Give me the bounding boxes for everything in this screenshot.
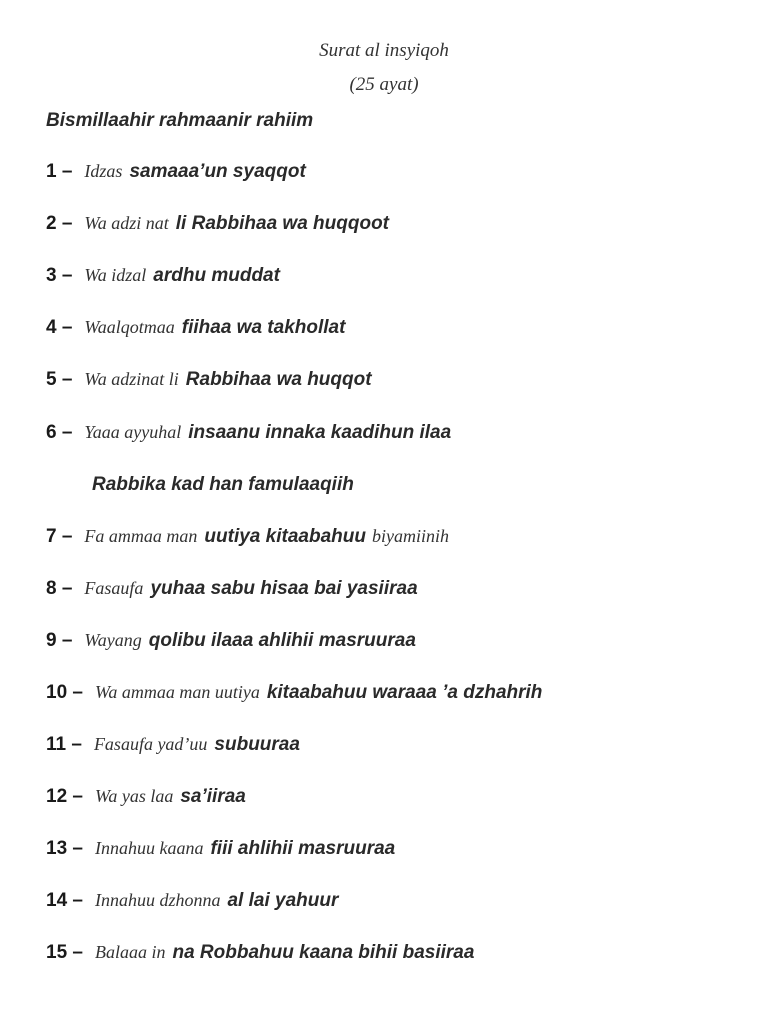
verse-15 [46,942,474,964]
verse-text-plain: Fasaufa [84,578,144,598]
verse-text-bold: uutiya kitaabahuu [204,526,366,547]
verse-number: 3 – [46,265,73,286]
verse-number: 8 – [46,578,73,599]
verse-number: 12 – [46,786,83,807]
verse-14 [46,890,338,912]
verse-number: 2 – [46,213,73,234]
verse-text-bold: sa’iiraa [180,786,246,807]
bismillah-line: Bismillaahir rahmaanir rahiim [46,110,314,131]
verse-text-plain: Wa adzinat li [84,369,179,389]
verse-text-bold: samaaa’un syaqqot [129,161,306,182]
verse-text-bold: qolibu ilaaa ahlihii masruuraa [148,630,416,651]
verse-text-bold: fiii ahlihii masruuraa [210,838,396,859]
verse-text-bold: kitaabahuu waraaa ’a dzhahrih [266,682,543,703]
verse-text-bold: subuuraa [214,734,300,755]
verse-text-bold: insaanu innaka kaadihun ilaa [188,422,452,443]
verse-6 [46,422,451,444]
verse-5 [46,369,372,391]
verse-text-plain: Wa yas laa [94,786,174,806]
verse-text-bold: fiihaa wa takhollat [181,317,346,338]
verse-1 [46,161,306,183]
verse-number: 7 – [46,526,73,547]
verse-text-plain-tail: biyamiinih [371,526,449,546]
verse-12 [46,786,246,808]
verse-2 [46,213,389,235]
verse-number: 6 – [46,422,73,443]
verse-text-plain: Wa idzal [84,265,147,285]
verse-number: 5 – [46,369,73,390]
verse-number: 10 – [46,682,83,703]
verse-number: 9 – [46,630,73,651]
verse-text-bold: Rabbihaa wa huqqot [185,369,372,390]
verse-7 [46,526,449,548]
verse-text-plain: Wayang [84,630,142,650]
verse-text-bold: li Rabbihaa wa huqqoot [175,213,390,234]
verse-number: 4 – [46,317,73,338]
verse-number: 15 – [46,942,83,963]
verse-text-plain: Wa ammaa man uutiya [94,682,260,702]
verse-text-plain: Balaaa in [94,942,166,962]
verse-9 [46,630,416,652]
verse-text-plain: Wa adzi nat [84,213,169,233]
verse-text-plain: Innahuu dzhonna [94,890,221,910]
verse-text-bold: yuhaa sabu hisaa bai yasiiraa [150,578,418,599]
verse-number: 11 – [46,734,82,755]
verse-3 [46,265,280,287]
verse-13 [46,838,395,860]
verse-text-bold: ardhu muddat [153,265,280,286]
verse-number: 14 – [46,890,83,911]
verse-6-continuation: Rabbika kad han famulaaqiih [92,474,354,495]
verse-11 [46,734,300,756]
verse-text-plain: Innahuu kaana [94,838,204,858]
verse-text-bold: na Robbahuu kaana bihii basiiraa [172,942,475,963]
surah-title: Surat al insyiqoh [319,40,449,61]
verse-text-plain: Fasaufa yad’uu [93,734,208,754]
verse-10 [46,682,542,704]
verse-text-plain: Waalqotmaa [84,317,175,337]
verse-4 [46,317,345,339]
verse-text-plain: Fa ammaa man [84,526,198,546]
verse-8 [46,578,418,600]
verse-text-bold: al lai yahuur [227,890,339,911]
verse-number: 13 – [46,838,83,859]
ayat-count: (25 ayat) [349,74,419,95]
verse-text-plain: Yaaa ayyuhal [84,422,182,442]
verse-number: 1 – [46,161,73,182]
verse-text-plain: Idzas [84,161,123,181]
